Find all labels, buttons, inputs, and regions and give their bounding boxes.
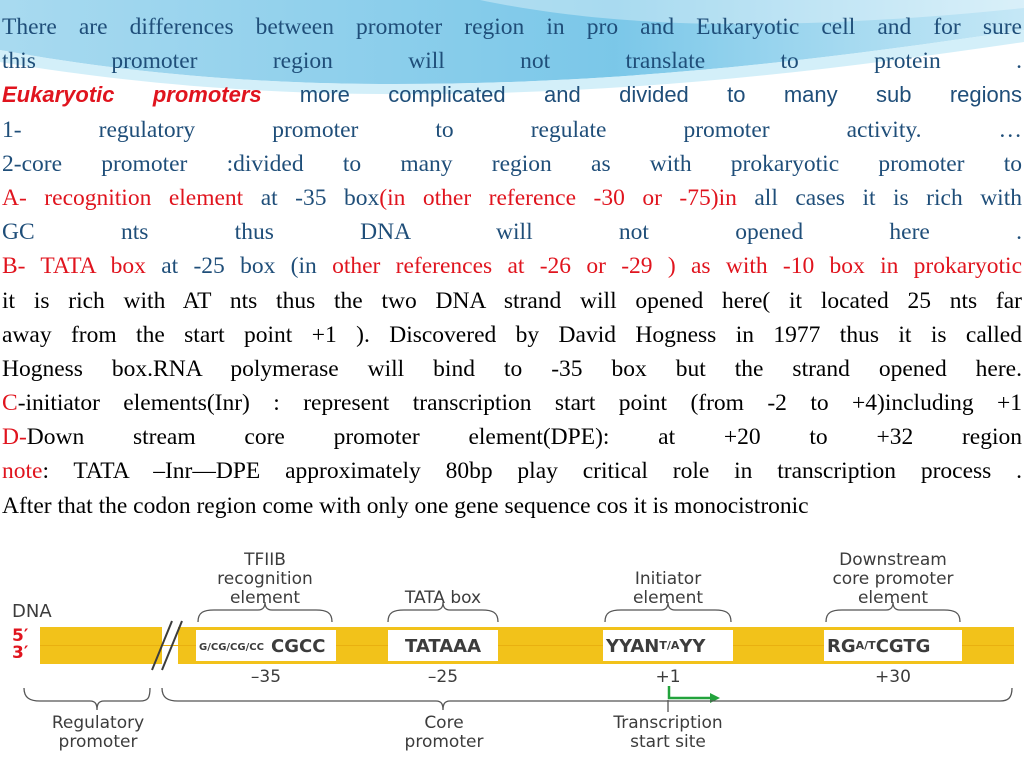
position-minus35: –35 (250, 667, 282, 687)
brace-initiator (605, 602, 731, 622)
note-text: : TATA –Inr—DPE approximately 80bp play critical role in transcription process . (42, 458, 1022, 485)
regulatory-promoter-label-1: Regulatory (51, 713, 145, 733)
text-line-15 (2, 489, 1022, 523)
item-d-letter: D- (2, 424, 27, 451)
line5-text: 2-core promoter :divided to many region as with prokaryotic promoter to (2, 150, 1022, 177)
line7-end: . (1016, 219, 1022, 246)
five-prime-label: 5′ (12, 626, 29, 646)
inr-sequence: YYANT/AYY (606, 636, 706, 657)
body-text (2, 10, 1022, 523)
dpe-label-2: core promoter (832, 569, 954, 589)
initiator-label-1: Initiator (634, 569, 702, 589)
line3-text: more complicated and divided to many sub regions (299, 82, 1022, 108)
text-line-10 (2, 318, 1022, 352)
item-a-rest: all cases it is rich with (736, 184, 1022, 211)
transcription-start-arrow-icon (669, 686, 712, 698)
eukaryotic-promoters-title: Eukaryotic promoters (2, 82, 262, 108)
item-b-reference: other references at -26 or -29 ) as with -10 box in prokaryotic (332, 253, 1022, 280)
tfiib-label-2: recognition (217, 569, 313, 589)
tfiib-label-1: TFIIB (244, 550, 286, 570)
line4-end: … (998, 116, 1022, 143)
tata-sequence: TATAAA (404, 636, 482, 657)
tata-box-label: TATA box (404, 588, 482, 608)
text-line-13 (2, 420, 1022, 454)
tss-label-1: Transcription (613, 713, 723, 733)
item-a-title: - recognition element (18, 184, 244, 211)
core-promoter-label-2: promoter (404, 732, 484, 752)
promoter-diagram (0, 540, 1024, 768)
text-line-2 (2, 44, 1022, 78)
text-line-6 (2, 181, 1022, 215)
item-c-letter: C (2, 390, 18, 417)
initiator-label-2: element (632, 588, 704, 608)
brace-dpe (826, 602, 960, 622)
brace-regulatory (24, 688, 150, 710)
text-line-1 (2, 10, 1022, 44)
text-line-8 (2, 249, 1022, 283)
position-plus1: +1 (655, 667, 681, 687)
text-line-4 (2, 113, 1022, 147)
line1-text: There are differences between promoter region in pro and Eukaryotic cell and for sure (2, 14, 1022, 40)
text-line-7 (2, 215, 1022, 249)
item-a-position: at -35 box (243, 184, 380, 211)
tss-label-2: start site (630, 732, 706, 752)
line9-text: it is rich with AT nts thus the two DNA strand will opened here( it located 25 nts far (2, 287, 1022, 314)
text-line-3 (2, 78, 1022, 112)
text-line-9 (2, 284, 1022, 318)
position-minus25: –25 (427, 667, 459, 687)
text-line-12 (2, 386, 1022, 420)
brace-core (162, 688, 1012, 710)
regulatory-promoter-label-2: promoter (58, 732, 138, 752)
item-a-letter: A (2, 184, 19, 211)
three-prime-label: 3′ (12, 643, 29, 663)
line4-text: 1- regulatory promoter to regulate promoter activity. (2, 116, 922, 143)
line2-text: this promoter region will not translate to protein (2, 48, 941, 75)
note-label: note (2, 458, 43, 485)
item-b-position: at -25 box (in (145, 253, 333, 280)
text-line-5 (2, 147, 1022, 181)
item-a-reference: (in other reference -30 or -75)in (379, 184, 737, 211)
position-plus30: +30 (875, 667, 911, 687)
dpe-label-3: element (857, 588, 929, 608)
bre-sequence-small: G/CG/CG/CC (199, 642, 264, 653)
text-line-14 (2, 454, 1022, 488)
item-d-text: Down stream core promoter element(DPE): at +20 to +32 region (26, 424, 1022, 451)
line10-text: away from the start point +1 ). Discovered by David Hogness in 1977 thus it is called (2, 321, 1022, 348)
dpe-sequence: RGA/TCGTG (827, 636, 931, 657)
tfiib-label-3: element (229, 588, 301, 608)
core-promoter-label-1: Core (424, 713, 464, 733)
brace-tfiib (198, 602, 332, 622)
item-c-text: -initiator elements(Inr) : represent transcription start point (from -2 to +4)including +1 (17, 390, 1022, 417)
dna-label: DNA (12, 601, 52, 622)
line7-text: GC nts thus DNA will not opened here (2, 219, 930, 246)
text-line-11 (2, 352, 1022, 386)
line15-text: After that the codon region come with only one gene sequence cos it is monocistronic (2, 492, 809, 519)
line11-text: Hogness box.RNA polymerase will bind to -35 box but the strand opened here. (2, 355, 1022, 382)
item-b-title: B- TATA box (2, 253, 146, 280)
line2-end: . (1016, 48, 1022, 75)
dpe-label-1: Downstream (839, 550, 947, 570)
bre-sequence: CGCC (271, 636, 326, 657)
